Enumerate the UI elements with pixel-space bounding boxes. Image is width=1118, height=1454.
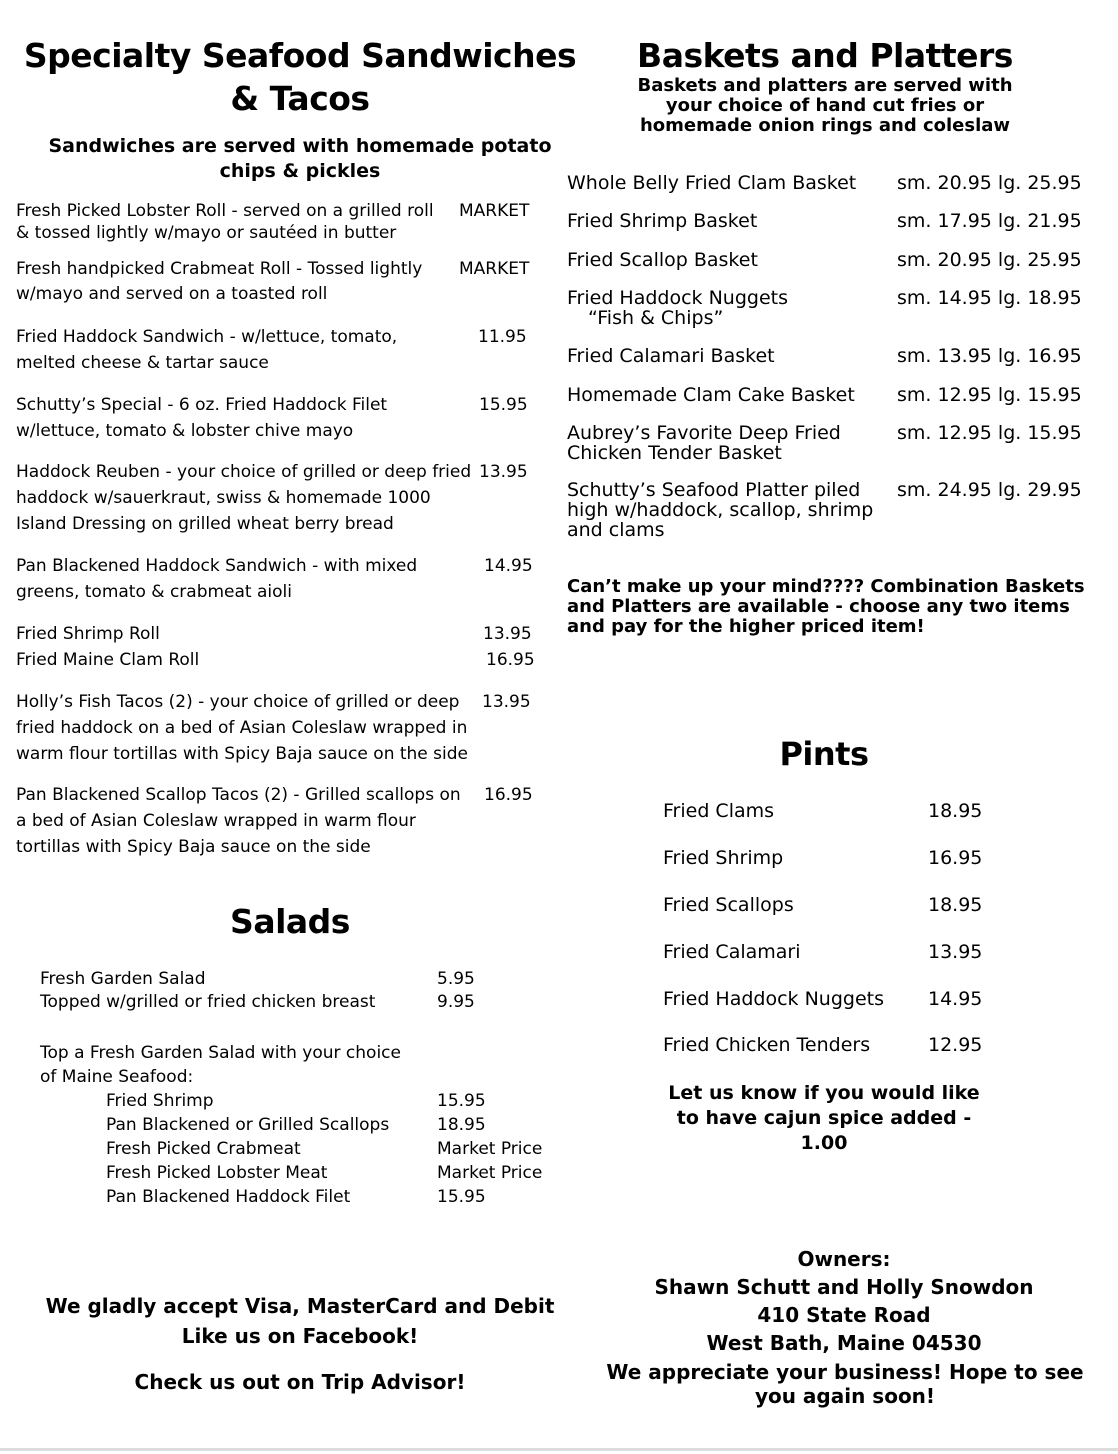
basket-price: sm. 13.95 lg. 16.95 <box>897 345 1082 367</box>
salad-topping-price: Market Price <box>437 1139 543 1159</box>
salad-topping-price: Market Price <box>437 1163 543 1183</box>
sandwich-price: 15.95 <box>479 395 528 415</box>
salad-topping-intro: Top a Fresh Garden Salad with your choice of Maine Seafood: <box>40 1043 401 1087</box>
sandwich-item: Fresh handpicked Crabmeat Roll - Tossed lightly w/mayo and served on a toasted roll <box>16 259 423 304</box>
pint-price: 16.95 <box>928 847 983 869</box>
cajun-note: Let us know if you would like to have cajun spice added - 1.00 <box>668 1082 980 1154</box>
sandwich-item: Fried Maine Clam Roll <box>16 650 200 670</box>
owners-label: Owners: <box>797 1247 891 1271</box>
sandwiches-title: Specialty Seafood Sandwiches & Tacos <box>23 36 577 118</box>
basket-item-sub: “Fish & Chips” <box>588 307 724 329</box>
sandwich-price: 13.95 <box>479 462 528 482</box>
sandwich-price: 11.95 <box>478 327 527 347</box>
sandwich-item: Fried Haddock Sandwich - w/lettuce, tomato, melted cheese & tartar sauce <box>16 327 398 373</box>
sandwich-price: MARKET <box>459 259 530 279</box>
salad-topping-price: 18.95 <box>437 1115 486 1135</box>
address-line-1: 410 State Road <box>757 1303 931 1327</box>
sandwich-item: Pan Blackened Haddock Sandwich - with mixed greens, tomato & crabmeat aioli <box>16 556 418 602</box>
basket-item: Aubrey’s Favorite Deep Fried Chicken Tender Basket <box>567 422 841 464</box>
sandwich-price: 16.95 <box>486 650 535 670</box>
basket-price: sm. 12.95 lg. 15.95 <box>897 384 1082 406</box>
basket-price: sm. 24.95 lg. 29.95 <box>897 479 1082 501</box>
salad-item: Topped w/grilled or fried chicken breast <box>40 992 376 1012</box>
pint-price: 12.95 <box>928 1034 983 1056</box>
salad-topping-price: 15.95 <box>437 1187 486 1207</box>
basket-price: sm. 20.95 lg. 25.95 <box>897 249 1082 271</box>
pint-item: Fried Scallops <box>663 894 794 916</box>
salad-topping: Fresh Picked Lobster Meat <box>106 1163 328 1183</box>
basket-item: Fried Shrimp Basket <box>567 210 758 232</box>
salad-price: 5.95 <box>437 969 475 989</box>
basket-item: Fried Scallop Basket <box>567 249 758 271</box>
combo-note: Can’t make up your mind???? Combination Baskets and Platters are available - choose any two items and pay for the higher priced item! <box>567 576 1085 637</box>
sandwich-price: 14.95 <box>484 556 533 576</box>
pints-title: Pints <box>779 735 869 773</box>
pint-price: 14.95 <box>928 988 983 1010</box>
salad-topping: Fresh Picked Crabmeat <box>106 1139 301 1159</box>
basket-item: Fried Calamari Basket <box>567 345 775 367</box>
salad-topping: Fried Shrimp <box>106 1091 214 1111</box>
sandwich-price: 16.95 <box>484 785 533 805</box>
basket-price: sm. 14.95 lg. 18.95 <box>897 287 1082 309</box>
pint-item: Fried Calamari <box>663 941 801 963</box>
basket-price: sm. 17.95 lg. 21.95 <box>897 210 1082 232</box>
sandwich-price: 13.95 <box>482 692 531 712</box>
basket-item: Schutty’s Seafood Platter piled high w/haddock, scallop, shrimp and clams <box>567 479 874 541</box>
basket-item: Whole Belly Fried Clam Basket <box>567 172 857 194</box>
sandwich-price: MARKET <box>459 201 530 221</box>
salad-topping: Pan Blackened or Grilled Scallops <box>106 1115 390 1135</box>
baskets-subtitle: Baskets and platters are served with your choice of hand cut fries or homemade onion rings and coleslaw <box>637 75 1013 136</box>
payment-note: We gladly accept Visa, MasterCard and Debit <box>45 1294 555 1318</box>
salad-topping-price: 15.95 <box>437 1091 486 1111</box>
sandwiches-subtitle: Sandwiches are served with homemade potato chips & pickles <box>48 135 552 182</box>
sandwich-item: Schutty’s Special - 6 oz. Fried Haddock Filet w/lettuce, tomato & lobster chive mayo <box>16 395 388 441</box>
salads-title: Salads <box>230 902 350 941</box>
pint-item: Fried Clams <box>663 800 775 822</box>
pint-price: 18.95 <box>928 894 983 916</box>
sandwich-item: Holly’s Fish Tacos (2) - your choice of grilled or deep fried haddock on a bed of Asian Coleslaw wrapped in warm flour tortillas with Spicy Baja sauce on the side <box>16 692 469 764</box>
owners-names: Shawn Schutt and Holly Snowdon <box>654 1275 1034 1299</box>
facebook-note: Like us on Facebook! <box>181 1324 419 1348</box>
basket-price: sm. 12.95 lg. 15.95 <box>897 422 1082 444</box>
sandwich-item: Fresh Picked Lobster Roll - served on a grilled roll & tossed lightly w/mayo or sautéed in butter <box>16 201 434 243</box>
sandwich-item: Pan Blackened Scallop Tacos (2) - Grilled scallops on a bed of Asian Coleslaw wrapped in warm flour tortillas with Spicy Baja sauce on the side <box>16 785 461 857</box>
pint-item: Fried Haddock Nuggets <box>663 988 885 1010</box>
salad-topping: Pan Blackened Haddock Filet <box>106 1187 351 1207</box>
thanks-note: We appreciate your business! Hope to see you again soon! <box>606 1360 1084 1408</box>
tripadvisor-note: Check us out on Trip Advisor! <box>134 1370 466 1394</box>
basket-item: Homemade Clam Cake Basket <box>567 384 855 406</box>
sandwich-price: 13.95 <box>483 624 532 644</box>
baskets-title: Baskets and Platters <box>637 36 1013 75</box>
pint-item: Fried Chicken Tenders <box>663 1034 871 1056</box>
page-bottom-divider <box>0 1448 1118 1451</box>
basket-price: sm. 20.95 lg. 25.95 <box>897 172 1082 194</box>
salad-price: 9.95 <box>437 992 475 1012</box>
basket-item: Fried Haddock Nuggets <box>567 287 789 309</box>
address-line-2: West Bath, Maine 04530 <box>706 1331 982 1355</box>
pint-price: 18.95 <box>928 800 983 822</box>
sandwich-item: Haddock Reuben - your choice of grilled or deep fried haddock w/sauerkraut, swiss & homemade 1000 Island Dressing on grilled wheat berry bread <box>16 462 472 534</box>
salad-item: Fresh Garden Salad <box>40 969 206 989</box>
sandwich-item: Fried Shrimp Roll <box>16 624 160 644</box>
pint-price: 13.95 <box>928 941 983 963</box>
pint-item: Fried Shrimp <box>663 847 784 869</box>
